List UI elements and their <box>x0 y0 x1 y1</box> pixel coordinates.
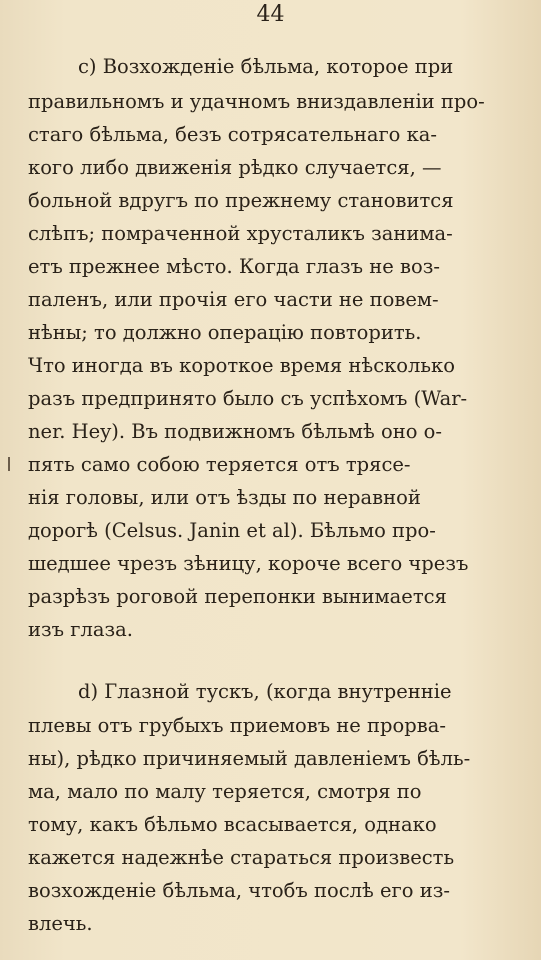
text-line: кого либо движенія рѣдко случается, — <box>28 156 442 179</box>
text-line: разъ предпринято было съ успѣхомъ (War- <box>28 387 468 410</box>
text-line: слѣпъ; помраченной хрусталикъ занима- <box>28 222 453 245</box>
text-line: паленъ, или прочія его части не повем- <box>28 288 439 311</box>
text-line: нія головы, или отъ ѣзды по неравной <box>28 486 421 509</box>
text-line: разрѣзъ роговой перепонки вынимается <box>28 585 447 608</box>
text-line: Что иногда въ короткое время нѣсколько <box>28 354 455 377</box>
text-line: плевы отъ грубыхъ приемовъ не прорва- <box>28 714 446 737</box>
text-line: c) Возхожденіе бѣльма, которое при <box>78 55 454 78</box>
text-line: дорогѣ (Celsus. Janin et al). Бѣльмо про- <box>28 519 436 542</box>
text-line: стаго бѣльма, безъ сотрясательнаго ка- <box>28 123 437 146</box>
text-line: изъ глаза. <box>28 618 133 641</box>
text-line: етъ прежнее мѣсто. Когда глазъ не воз- <box>28 255 440 278</box>
text-line: ны), рѣдко причиняемый давленіемъ бѣль- <box>28 747 471 770</box>
text-line: ner. Hey). Въ подвижномъ бѣльмѣ оно о- <box>28 420 442 443</box>
text-line: правильномъ и удачномъ вниздавленіи про- <box>28 90 485 113</box>
text-line: пять само собою теряется отъ трясе- <box>28 453 411 476</box>
text-line: ма, мало по малу теряется, смотря по <box>28 780 422 803</box>
text-line: больной вдругъ по прежнему становится <box>28 189 454 212</box>
text-line: кажется надежнѣе стараться произвесть <box>28 846 455 869</box>
text-line: тому, какъ бѣльмо всасывается, однако <box>28 813 437 836</box>
text-line: d) Глазной тускъ, (когда внутренніе <box>78 680 452 703</box>
text-line: шедшее чрезъ зѣницу, короче всего чрезъ <box>28 552 469 575</box>
page-number: 44 <box>256 2 285 27</box>
text-line: нѣны; то должно операцію повторить. <box>28 321 422 344</box>
text-line: влечь. <box>28 912 93 935</box>
text-line: возхожденіе бѣльма, чтобъ послѣ его из- <box>28 879 450 902</box>
